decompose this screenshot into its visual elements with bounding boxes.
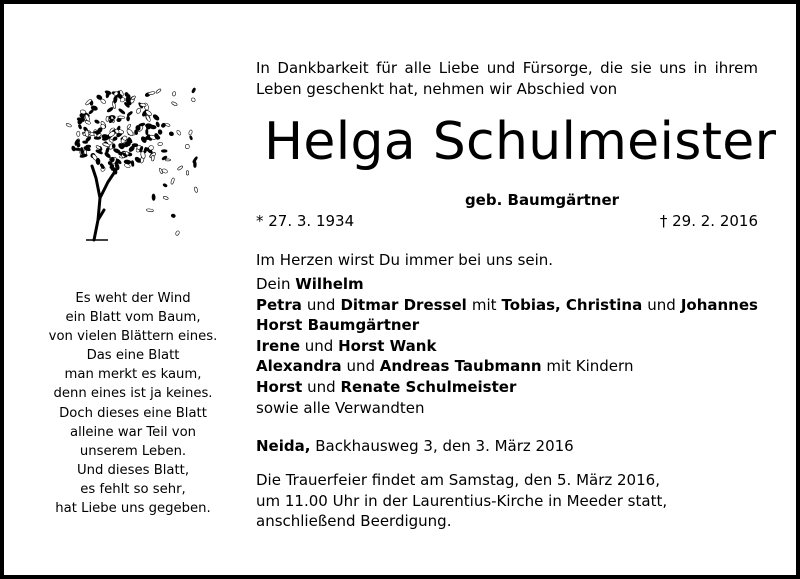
- leaf: [120, 143, 126, 148]
- falling-leaf: [165, 159, 170, 161]
- poem-line: Und dieses Blatt,: [76, 462, 190, 478]
- place-and-date: [256, 436, 574, 456]
- poem: [18, 289, 248, 518]
- town: Neida,: [256, 437, 311, 455]
- family-line-3: [256, 315, 758, 336]
- leaf: [105, 147, 109, 154]
- family-name: Renate Schulmeister: [340, 377, 517, 396]
- intro-text: [256, 58, 758, 100]
- address: Backhausweg 3, den 3. März 2016: [310, 437, 574, 455]
- family-connector: und: [302, 377, 341, 396]
- family-line-2: [256, 295, 758, 316]
- family-name: Andreas Taubmann: [379, 357, 542, 376]
- falling-leaf: [172, 91, 176, 96]
- leaf: [131, 160, 134, 166]
- leaf: [112, 144, 115, 149]
- leaf: [136, 125, 141, 131]
- family-suffix: mit Kindern: [541, 357, 634, 376]
- falling-leaf: [185, 144, 189, 149]
- family-name: Petra: [256, 295, 302, 314]
- falling-leaf: [171, 101, 178, 106]
- maiden-name: geb. Baumgärtner: [464, 191, 620, 209]
- falling-leaf: [191, 87, 196, 93]
- family-connector: mit: [471, 295, 497, 314]
- leaf: [96, 145, 102, 150]
- family-line-7: sowie alle Verwandten: [256, 398, 425, 417]
- family-prefix: Dein: [256, 275, 296, 293]
- death-date: † 29. 2. 2016: [659, 212, 758, 230]
- family-name: Ditmar Dressel: [340, 295, 467, 314]
- tree-trunk: [92, 166, 116, 240]
- leaf: [94, 119, 100, 124]
- family-name: Johannes: [680, 295, 758, 314]
- family-line-1: [256, 274, 758, 295]
- family-name: Horst Wank: [338, 336, 437, 355]
- leaf: [105, 90, 112, 95]
- falling-leaf: [194, 187, 198, 193]
- family-name: Tobias, Christina: [501, 295, 643, 314]
- poem-line: von vielen Blättern eines.: [48, 329, 218, 345]
- poem-line: hat Liebe uns gegeben.: [55, 501, 211, 517]
- leaf: [113, 96, 118, 104]
- falling-leaf: [193, 161, 196, 167]
- leaf: [82, 141, 87, 144]
- leaf: [131, 95, 136, 100]
- tree-with-falling-leaves-icon: [52, 70, 202, 250]
- leaf: [106, 107, 113, 113]
- family-connector: und: [300, 336, 339, 355]
- leaf: [77, 131, 80, 136]
- falling-leaf: [176, 130, 182, 136]
- poem-line: denn eines ist ja keines.: [53, 386, 213, 402]
- leaf: [136, 107, 142, 114]
- leaf: [118, 108, 125, 115]
- leaf: [152, 114, 160, 122]
- motto: Im Herzen wirst Du immer bei uns sein.: [256, 251, 554, 269]
- service-line: um 11.00 Uhr in der Laurentius-Kirche in Meeder statt,: [256, 491, 668, 510]
- falling-leaf: [159, 168, 163, 174]
- falling-leaf: [155, 88, 161, 93]
- poem-line: ein Blatt vom Baum,: [65, 310, 201, 326]
- family-list: [256, 274, 758, 418]
- falling-leaf: [188, 130, 192, 136]
- leaf: [102, 142, 110, 147]
- falling-leaf: [146, 209, 153, 213]
- deceased-name: Helga Schulmeister: [264, 112, 777, 172]
- intro-line-2: Leben geschenkt hat, nehmen wir Abschied von: [256, 80, 618, 98]
- leaf: [113, 148, 121, 154]
- family-name: Horst: [256, 377, 303, 396]
- birth-date: * 27. 3. 1934: [256, 212, 355, 230]
- leaf: [77, 142, 81, 147]
- falling-leaf: [169, 131, 174, 136]
- service-line: Die Trauerfeier findet am Samstag, den 5. März 2016,: [256, 471, 660, 489]
- falling-leaf: [148, 91, 155, 95]
- leaf: [66, 123, 72, 128]
- falling-leaves: [145, 87, 199, 235]
- leaf: [127, 124, 132, 130]
- poem-line: man merkt es kaum,: [64, 367, 202, 383]
- family-line-6: [256, 377, 758, 398]
- falling-leaf: [177, 165, 183, 170]
- falling-leaf: [158, 129, 163, 135]
- falling-leaf: [161, 150, 167, 153]
- leaf: [100, 163, 105, 169]
- family-name: Horst Baumgärtner: [256, 316, 420, 335]
- intro-line-1: In Dankbarkeit für alle Liebe und Fürsorge, die sie uns in ihrem: [256, 59, 758, 77]
- falling-leaf: [161, 122, 167, 128]
- family-name: Alexandra: [256, 357, 342, 376]
- falling-leaf: [163, 196, 169, 200]
- poem-line: es fehlt so sehr,: [80, 481, 186, 497]
- family-name: Irene: [256, 336, 301, 355]
- falling-leaf: [171, 213, 176, 218]
- family-name: Wilhelm: [295, 275, 364, 293]
- poem-line: Es weht der Wind: [75, 291, 191, 306]
- service-line: anschließend Beerdigung.: [256, 512, 452, 530]
- falling-leaf: [152, 194, 155, 201]
- poem-line: alleine war Teil von: [69, 424, 196, 440]
- family-line-4: [256, 336, 758, 357]
- family-connector: und: [341, 357, 380, 376]
- family-line-5: [256, 356, 758, 377]
- poem-line: Das eine Blatt: [86, 348, 180, 364]
- falling-leaf: [151, 155, 154, 161]
- tree-canopy: [66, 90, 163, 175]
- falling-leaf: [175, 230, 180, 236]
- family-connector: und: [647, 295, 676, 314]
- leaf: [96, 158, 101, 165]
- falling-leaf: [191, 97, 196, 102]
- poem-line: unserem Leben.: [79, 443, 187, 459]
- falling-leaf: [189, 135, 193, 140]
- funeral-service-info: [256, 470, 758, 532]
- falling-leaf: [170, 178, 174, 185]
- leaf: [78, 124, 82, 129]
- leaf: [145, 124, 152, 128]
- leaf: [158, 142, 163, 146]
- leaf: [127, 116, 130, 121]
- family-connector: und: [306, 295, 336, 314]
- poem-line: Doch dieses eine Blatt: [59, 405, 207, 421]
- falling-leaf: [163, 183, 168, 187]
- leaf: [146, 129, 148, 134]
- leaf: [106, 116, 109, 121]
- falling-leaf: [186, 171, 189, 175]
- leaf: [124, 160, 131, 165]
